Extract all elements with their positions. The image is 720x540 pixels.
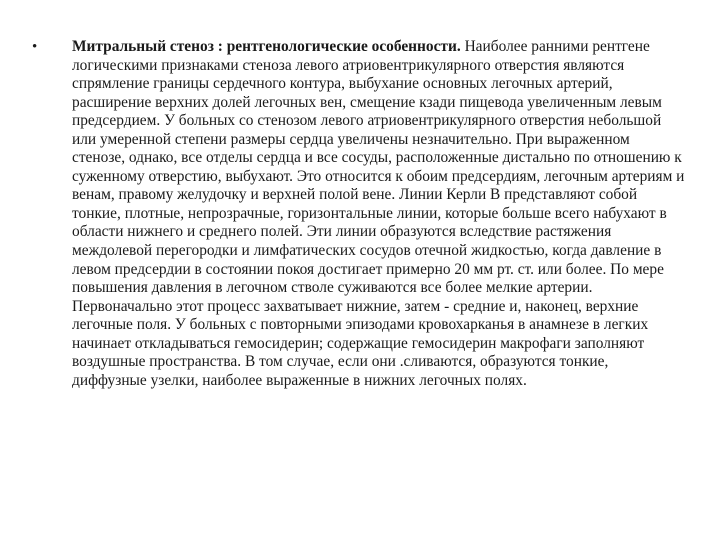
paragraph-heading: Митральный стеноз : рентгенологические особенности. (72, 38, 461, 55)
bullet-list-item (30, 38, 685, 390)
body-paragraph (72, 38, 685, 390)
bullet-icon: • (32, 39, 38, 55)
paragraph-text: Наиболее ранними рентгене логическими признаками стеноза левого атриовентрикулярного отверстия являются спрямление границы сердечного контура, выбухание основных легочных артерий, расширение верхних долей легочных вен, смещение кзади пищевода увеличенным левым предсердием. У больных со стенозом левого атриовентрикулярного отверстия небольшой или умеренной степени размеры сердца увеличены незначительно. При выраженном стенозе, однако, все отделы сердца и все сосуды, расположенные дистально по отношению к суженному отверстию, выбухают. Это относится к обоим предсердиям, легочным артериям и венам, правому желудочку и верхней полой вене. Линии Керли В представляют собой тонкие, плотные, непрозрачные, горизонтальные линии, которые больше всего набухают в области нижнего и среднего полей. Эти линии образуются вследствие растяжения междолевой перегородки и лимфатических сосудов отечной жидкостью, когда давление в левом предсердии в состоянии покоя достигает примерно 20 мм рт. ст. или более. По мере повышения давления в легочном стволе суживаются все более мелкие артерии. Первоначально этот процесс захватывает нижние, затем - средние и, наконец, верхние легочные поля. У больных с повторными эпизодами кровохарканья в анамнезе в легких начинает откладываться гемосидерин; содержащие гемосидерин макрофаги заполняют воздушные пространства. В том случае, если они .сливаются, образуются тонкие, диффузные узелки, наиболее выраженные в нижних легочных полях. (72, 38, 685, 389)
